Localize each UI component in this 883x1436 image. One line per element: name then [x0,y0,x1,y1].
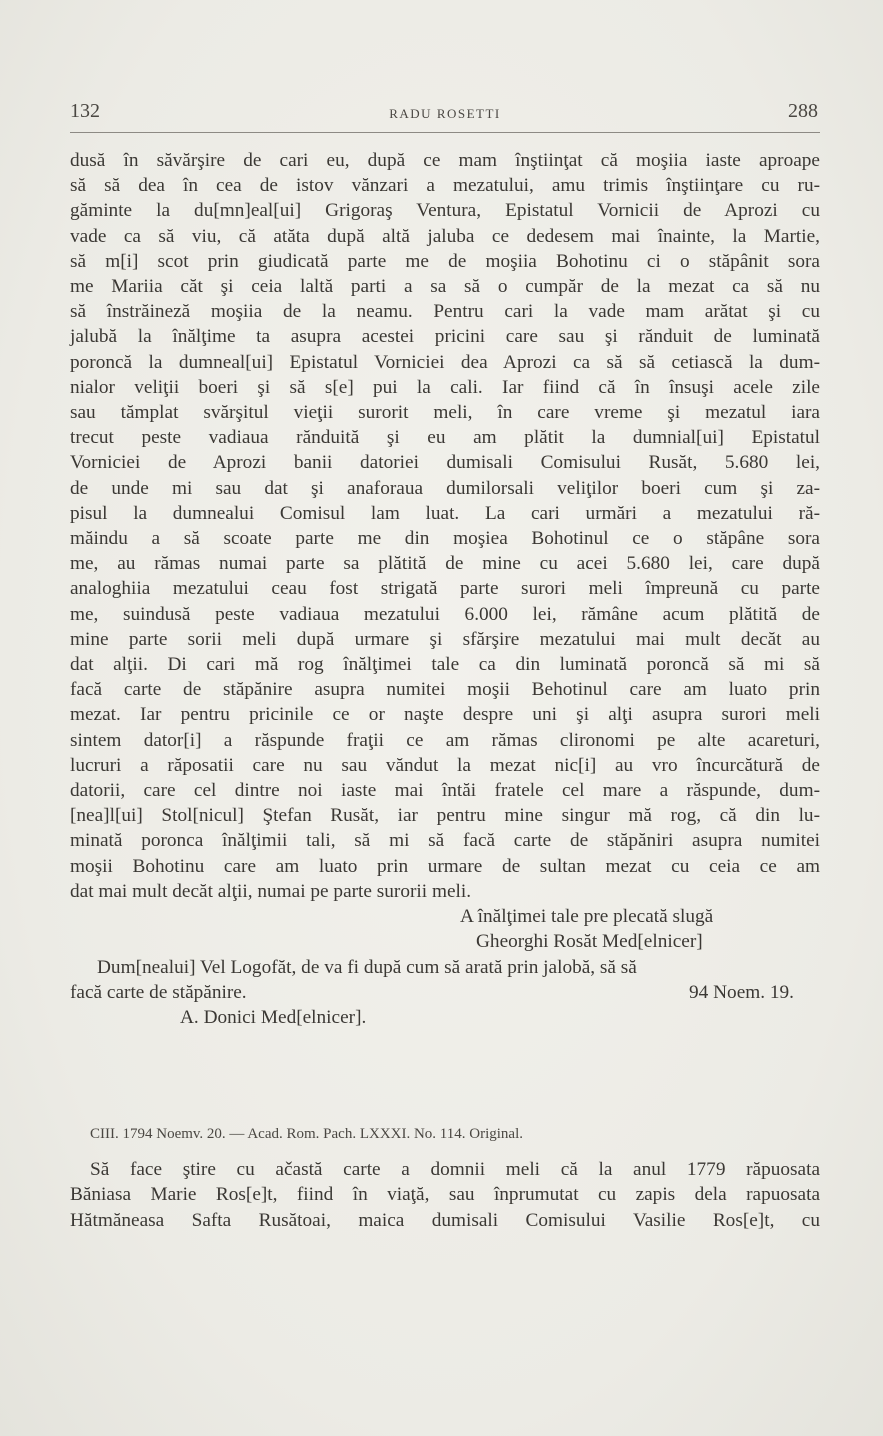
text-line: poroncă la dumneal[ui] Epistatul Vorniciei dea Aprozi ca să să cetiască la dum- [70,351,820,373]
resolution-line: Dum[nealui] Vel Logofăt, de va fi după cum să arată prin jalobă, să să [97,956,637,978]
signature-salutation: A înălţimei tale pre plecată slugă [460,906,714,928]
text-line: sintem dator[i] a răspunde fraţii ce am rămas clironomi pe alte acareturi, [70,729,820,751]
text-line: moşii Bohotinu care am luato prin urmare de sultan mezat cu ceia ce am [70,855,820,877]
text-line: lucruri a răposatii care nu sau văndut la mezat nic[i] au vro încurcătură de [70,754,820,776]
text-line: mezat. Iar pentru pricinile ce or naşte despre uni şi alţi asupra surori meli [70,704,820,726]
text-line: trecut peste vadiaua rănduită şi eu am plătit la dumnial[ui] Epistatul [70,427,820,449]
text-line: facă carte de stăpănire asupra numitei moşii Behotinul care am luato prin [70,679,820,701]
signature-name: Gheorghi Rosăt Med[elnicer] [476,931,703,953]
text-line: să înstrăineză moşiia de la neamu. Pentru cari la vade mam arătat şi cu [70,301,820,323]
text-line: dusă în săvărşire de cari eu, după ce mam înştiinţat că moşiia iaste aproape [70,150,820,171]
right-page-number: 288 [788,100,818,122]
text-line: Hătmăneasa Safta Rusătoai, maica dumisali Comisului Vasilie Ros[e]t, cu [70,1209,820,1231]
resolution-text: facă carte de stăpănire. [70,981,247,1003]
text-line: mine parte sorii meli după urmare şi sfărşire mezatului mai mult decăt au [70,628,820,650]
text-line: me, au rămas numai parte sa plătită de mine cu acei 5.680 lei, care după [70,553,820,575]
text-line: minată poronca înălţimii tali, să mi să facă carte de stăpăniri asupra numitei [70,830,820,852]
page-header [70,96,820,133]
running-title: RADU ROSETTI [389,106,501,121]
text-line: jalubă la înălţime ta asupra acestei pricini care sau şi rănduit de luminată [70,326,820,348]
text-line: sau tămplat svărşitul vieţii surorit meli, în care vreme şi mezatul iara [70,402,820,424]
resolution-line-date [70,980,820,1005]
text-line: dat alţii. Di cari mă rog înălţimei tale ca din luminată poroncă să mi să [70,654,820,676]
text-line: analoghiia mezatului ceau fost strigată parte surori meli împreună cu parte [70,578,820,600]
resolution-signature: A. Donici Med[elnicer]. [180,1006,367,1028]
text-line: Vorniciei de Aprozi banii datoriei dumisali Comisului Rusăt, 5.680 lei, [70,452,820,474]
document-text [70,1157,820,1233]
text-line: [nea]l[ui] Stol[nicul] Ştefan Rusăt, iar pentru mine singur mă rog, că din lu- [70,805,820,827]
text-line: pisul la dumnealui Comisul lam luat. La cari urmări a mezatului ră- [70,502,820,524]
text-line: găminte la du[mn]eal[ui] Grigoraş Ventura, Epistatul Vornicii de Aprozi cu [70,200,820,222]
left-page-number: 132 [70,100,100,122]
text-line: Băniasa Marie Ros[e]t, fiind în viaţă, sau înprumutat cu zapis dela rapuosata [70,1184,820,1206]
text-line: datorii, care cel dintre noi iaste mai întăi fratele cel mare a răspunde, dum- [70,780,820,802]
document-header: CIII. 1794 Noemv. 20. — Acad. Rom. Pach. LXXXI. No. 114. Original. [90,1126,523,1142]
petition-text [70,148,820,1030]
text-line: măindu a să scoate parte me din moşiea Bohotinul ce o stăpâne sora [70,528,820,550]
text-line: Să face ştire cu ačastă carte a domnii meli că la anul 1779 răpuosata [90,1159,820,1180]
text-line: dat mai mult decăt alţii, numai pe parte surorii meli. [70,880,472,902]
resolution-date: 94 Noem. 19. [689,981,794,1003]
text-line: să să dea în cea de istov vănzari a mezatului, amu trimis înştiinţare cu ru- [70,175,820,197]
text-line: să m[i] scot prin giudicată parte me de moşiia Bohotinu ci o stăpânit sora [70,250,820,272]
text-line: me Mariia căt şi ceia laltă parti a sa să o cumpăr de la mezat ca să nu [70,276,820,298]
text-line: vade ca să viu, că atăta după altă jaluba ce dedesem mai înainte, la Martie, [70,225,820,247]
text-line: nialor veliţii boeri şi să s[e] pui la cali. Iar fiind că în însuşi acele zile [70,376,820,398]
text-line: de unde mi sau dat şi anaforaua dumilorsali veliţilor boeri cum şi za- [70,477,820,499]
text-line: me, suindusă peste vadiaua mezatului 6.000 lei, rămâne acum plătită de [70,603,820,625]
